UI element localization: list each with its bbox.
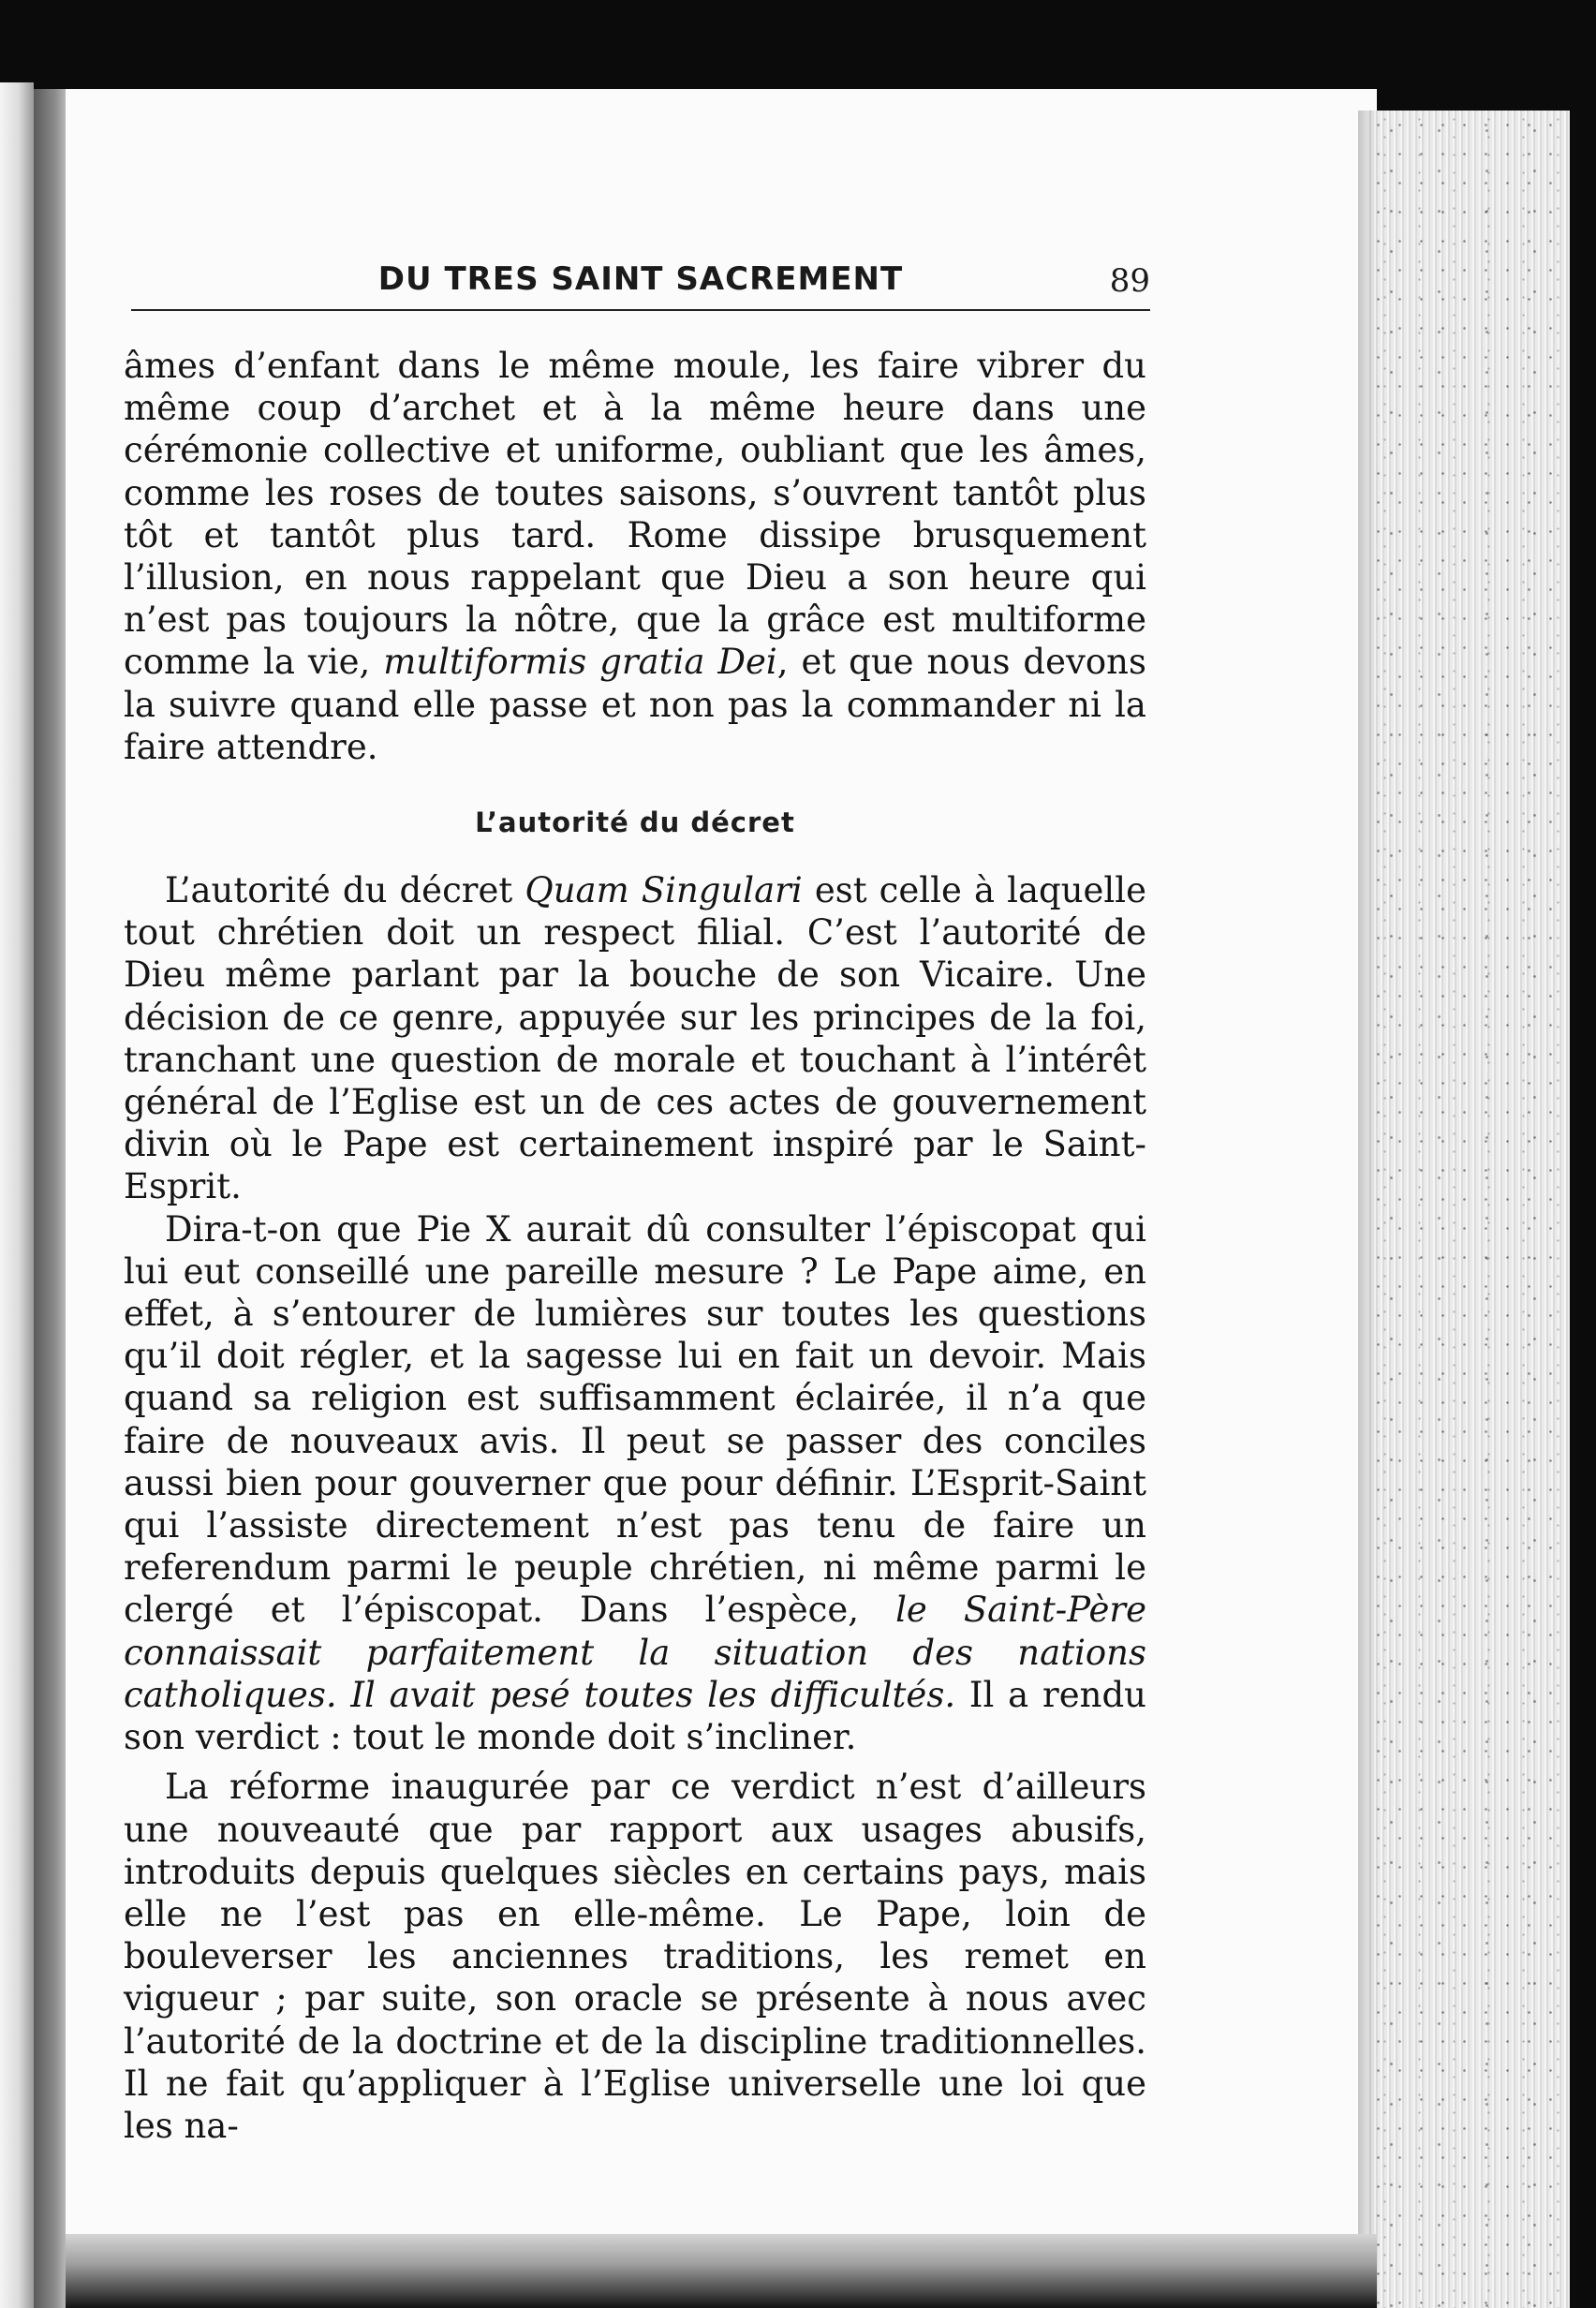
page-edge-shadow [1358, 111, 1377, 2308]
paragraph-4: La réforme inaugurée par ce verdict n’est d’ailleurs une nouveauté que par rapport aux usages abusifs, introduits depuis quelques siècles en certains pays, mais elle ne l’est pas en elle-même. Le Pape, loin de bouleverser les anciennes traditions, les remet en vigueur ; par suite, son oracle se présente à nous avec l’autorité de la doctrine et de la discipline traditionnelles. Il ne fait qu’appliquer à l’Eglise universelle une loi que les na- [124, 1767, 1146, 2146]
paragraph-1-text: âmes d’enfant dans le même moule, les faire vibrer du même coup d’archet et à la même heure dans une cérémonie collective et uniforme, oubliant que les âmes, comme les roses de toutes saisons, s’ouvrent tantôt plus tôt et tantôt plus tard. Rome dissipe brusquement l’illusion, en nous rappelant que Dieu a son heure qui n’est pas toujours la nôtre, que la grâce est multiforme comme la vie, [124, 346, 1146, 683]
book-page-edges [1367, 111, 1570, 2308]
section-heading: L’autorité du décret [475, 806, 795, 839]
latin-quote: multiformis gratia Dei [383, 642, 777, 683]
paragraph-2-end: est celle à laquelle tout chrétien doit un respect filial. C’est l’autorité de Dieu même parlant par la bouche de son Vicaire. Une décision de ce genre, appuyée sur les principes de la foi, tranchant une question de morale et touchant à l’intérêt général de l’Eglise est un de ces actes de gouvernement divin où le Pape est certainement inspiré par le Saint-Esprit. [124, 870, 1146, 1207]
paragraph-3-end: Il a rendu son verdict : tout le monde doit s’incliner. [124, 1674, 1146, 1758]
page-body [124, 345, 1146, 2147]
book-left-edge [0, 82, 34, 2308]
paragraph-3 [124, 1208, 1146, 1759]
paragraph-2 [124, 869, 1146, 1208]
paragraph-2-start: L’autorité du décret [165, 870, 525, 911]
decree-title: Quam Singulari [525, 870, 803, 911]
paragraph-3-start: Dira-t-on que Pie X aurait dû consulter l’épiscopat qui lui eut conseillé une pareille mesure ? Le Pape aime, en effet, à s’entourer de lumières sur toutes les questions qu’il doit régler, et la sagesse lui en fait un devoir. Mais quand sa religion est suffisamment éclairée, il n’a que faire de nouveaux avis. Il peut se passer des conciles aussi bien pour gouverner que pour définir. L’Esprit-Saint qui l’assiste directement n’est pas tenu de faire un referendum parmi le peuple chrétien, ni même parmi le clergé et l’épiscopat. Dans l’espèce, [124, 1208, 1146, 1631]
running-header [131, 251, 1150, 311]
paragraph-1-end: , et que nous devons la suivre quand elle passe et non pas la commander ni la faire attendre. [124, 642, 1146, 767]
running-title: DU TRES SAINT SACREMENT [377, 260, 904, 298]
page-number: 89 [1109, 262, 1150, 300]
paragraph-continuation [124, 345, 1146, 768]
book-binding-shadow [34, 89, 69, 2308]
paragraph-3-italic: le Saint-Père connaissait parfaitement la situation des nations catholiques. Il avait pesé toutes les difficultés. [124, 1590, 1146, 1715]
page-bottom-shadow [66, 2234, 1377, 2308]
